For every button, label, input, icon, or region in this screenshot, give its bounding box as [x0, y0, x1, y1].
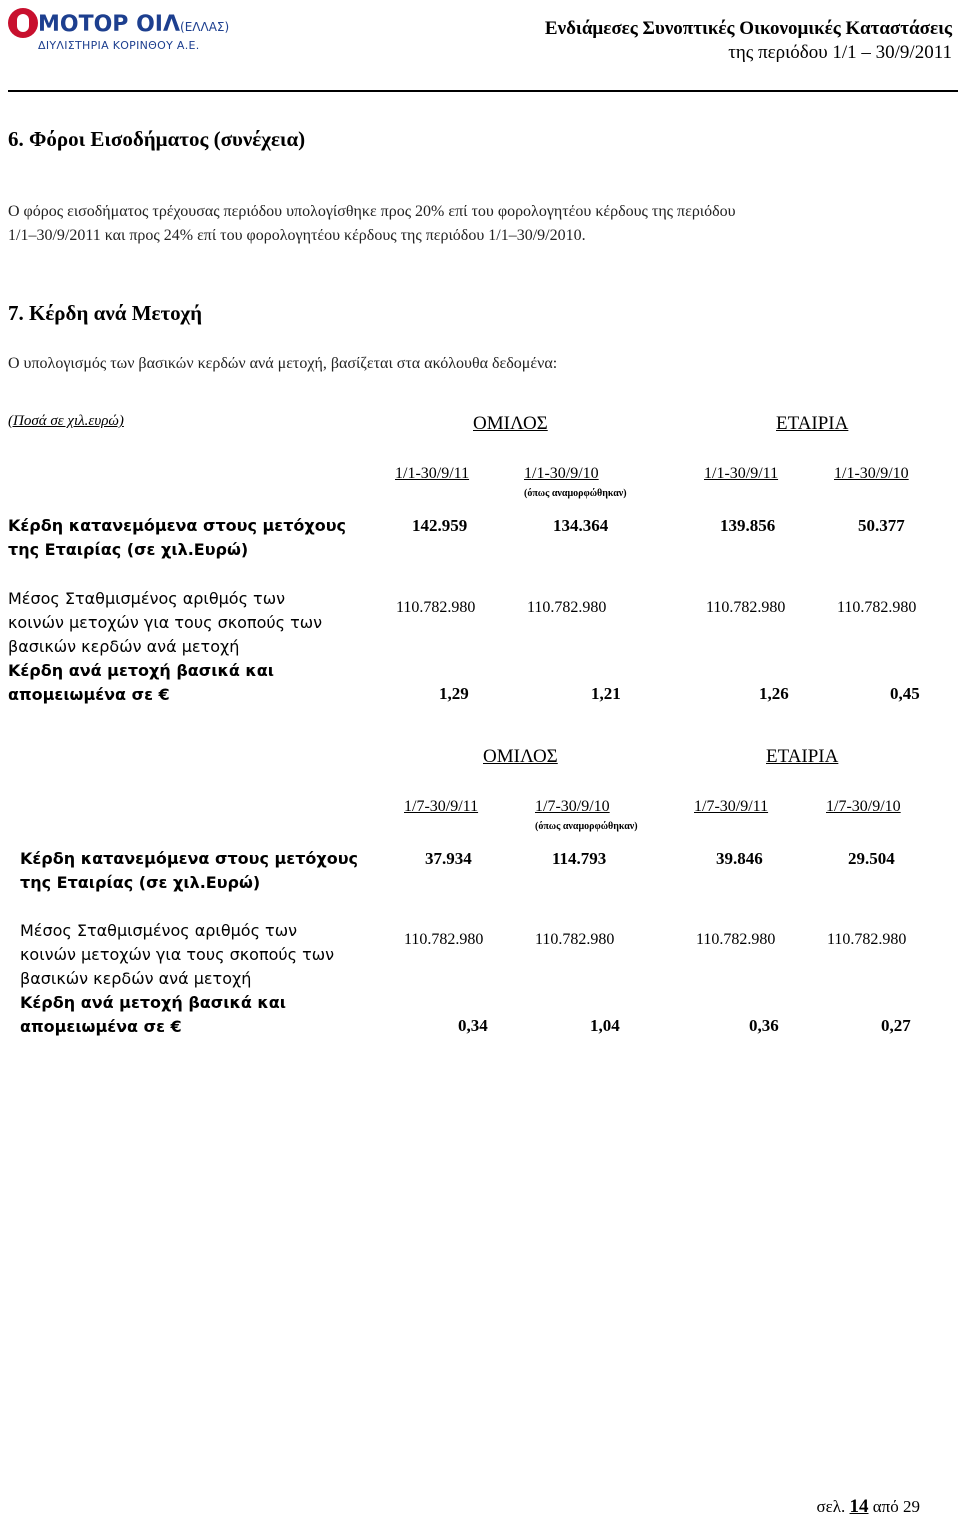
- logo-main-text: ΜΟΤΟΡ ΟΙΛ(ΕΛΛΑΣ): [38, 12, 230, 37]
- section-7-heading: 7. Κέρδη ανά Μετοχή: [8, 301, 203, 325]
- eps-value: 1,21: [591, 684, 621, 703]
- section-6-heading: 6. Φόροι Εισοδήματος (συνέχεια): [8, 127, 306, 151]
- shares-row-label: Μέσος Σταθμισμένος αριθμός των: [8, 589, 286, 608]
- period-header: 1/7-30/9/10: [535, 798, 610, 815]
- group-heading: ΟΜΙΛΟΣ: [473, 413, 548, 434]
- eps-value: 1,04: [590, 1016, 620, 1035]
- shares-row-label-cont: βασικών κερδών ανά μετοχή: [20, 969, 252, 988]
- group-heading: ΟΜΙΛΟΣ: [483, 746, 558, 767]
- logo-sub-text: ΔΙΥΛΙΣΤΗΡΙΑ ΚΟΡΙΝΘΟΥ Α.Ε.: [38, 39, 200, 52]
- profit-value: 29.504: [848, 849, 895, 868]
- header-divider: [8, 90, 958, 92]
- eps-value: 0,27: [881, 1016, 911, 1035]
- eps-row-label-cont: απομειωμένα σε €: [20, 1017, 182, 1036]
- restated-note: (όπως αναμορφώθηκαν): [535, 821, 638, 832]
- eps-value: 0,34: [458, 1016, 488, 1035]
- section-6-text-line-2: 1/1–30/9/2011 και προς 24% επί του φορολογητέου κέρδους της περιόδου 1/1–30/9/2010.: [8, 227, 586, 244]
- profit-row-label: Κέρδη κατανεμόμενα στους μετόχους: [8, 516, 346, 535]
- shares-row-label-cont: βασικών κερδών ανά μετοχή: [8, 637, 240, 656]
- current-page: 14: [849, 1496, 869, 1517]
- document-period: της περιόδου 1/1 – 30/9/2011: [728, 42, 952, 63]
- shares-row-label-cont: κοινών μετοχών για τους σκοπούς των: [8, 613, 323, 632]
- section-7-intro: Ο υπολογισμός των βασικών κερδών ανά μετοχή, βασίζεται στα ακόλουθα δεδομένα:: [8, 355, 558, 372]
- profit-row-label-cont: της Εταιρίας (σε χιλ.Ευρώ): [8, 540, 249, 559]
- page-number: σελ. 14 από 29: [816, 1496, 920, 1517]
- eps-row-label: Κέρδη ανά μετοχή βασικά και: [8, 661, 274, 680]
- eps-value: 0,45: [890, 684, 920, 703]
- company-heading: ΕΤΑΙΡΙΑ: [776, 413, 849, 434]
- profit-value: 142.959: [412, 516, 468, 535]
- shares-row-label-cont: κοινών μετοχών για τους σκοπούς των: [20, 945, 335, 964]
- period-header: 1/1-30/9/11: [395, 465, 470, 482]
- document-title: Ενδιάμεσες Συνοπτικές Οικονομικές Καταστάσεις: [544, 18, 952, 39]
- shares-value: 110.782.980: [404, 931, 484, 948]
- profit-row-label-cont: της Εταιρίας (σε χιλ.Ευρώ): [20, 873, 261, 892]
- period-header: 1/7-30/9/11: [694, 798, 769, 815]
- restated-note: (όπως αναμορφώθηκαν): [524, 488, 627, 499]
- profit-value: 134.364: [553, 516, 609, 535]
- eps-value: 0,36: [749, 1016, 779, 1035]
- shares-value: 110.782.980: [535, 931, 615, 948]
- section-6-text-line-1: Ο φόρος εισοδήματος τρέχουσας περιόδου υπολογίσθηκε προς 20% επί του φορολογητέου κέρδους της περιόδου: [8, 203, 736, 220]
- eps-row-label: Κέρδη ανά μετοχή βασικά και: [20, 993, 286, 1012]
- shares-value: 110.782.980: [396, 599, 476, 616]
- shares-row-label: Μέσος Σταθμισμένος αριθμός των: [20, 921, 298, 940]
- period-header: 1/1-30/9/10: [524, 465, 599, 482]
- profit-value: 39.846: [716, 849, 763, 868]
- profit-value: 114.793: [552, 849, 607, 868]
- period-header: 1/1-30/9/10: [834, 465, 909, 482]
- period-header: 1/7-30/9/11: [404, 798, 479, 815]
- eps-value: 1,29: [439, 684, 469, 703]
- period-header: 1/7-30/9/10: [826, 798, 901, 815]
- shares-value: 110.782.980: [706, 599, 786, 616]
- period-header: 1/1-30/9/11: [704, 465, 779, 482]
- eps-value: 1,26: [759, 684, 789, 703]
- droplet-logo-icon: [8, 8, 38, 38]
- amounts-unit-label: (Ποσά σε χιλ.ευρώ): [8, 413, 124, 429]
- profit-value: 37.934: [425, 849, 472, 868]
- profit-value: 50.377: [858, 516, 905, 535]
- eps-row-label-cont: απομειωμένα σε €: [8, 685, 170, 704]
- shares-value: 110.782.980: [837, 599, 917, 616]
- profit-row-label: Κέρδη κατανεμόμενα στους μετόχους: [20, 849, 358, 868]
- shares-value: 110.782.980: [827, 931, 907, 948]
- shares-value: 110.782.980: [696, 931, 776, 948]
- profit-value: 139.856: [720, 516, 776, 535]
- company-heading: ΕΤΑΙΡΙΑ: [766, 746, 839, 767]
- shares-value: 110.782.980: [527, 599, 607, 616]
